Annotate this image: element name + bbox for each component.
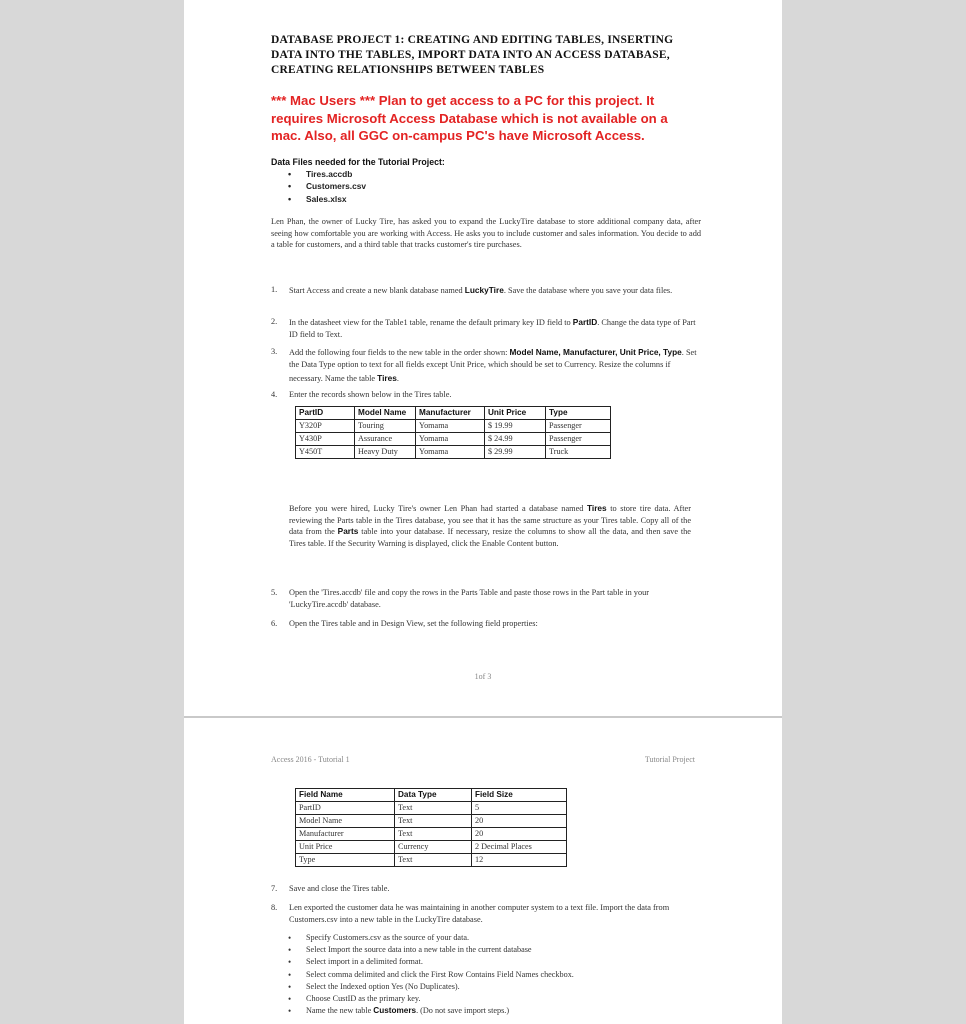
table-cell: Assurance (355, 433, 416, 446)
column-header: Field Name (296, 789, 395, 802)
table-row (296, 815, 567, 828)
table-cell: Model Name (296, 815, 395, 828)
table-cell: Text (395, 815, 472, 828)
table-row (296, 854, 567, 867)
step-text: Enter the records shown below in the Tires table. (289, 390, 452, 399)
data-files-list (288, 168, 366, 205)
step-number: 4. (271, 390, 278, 399)
document-page-2 (184, 718, 782, 1024)
step-2 (271, 316, 701, 342)
table-cell: Type (296, 854, 395, 867)
table-row (296, 828, 567, 841)
column-header: PartID (296, 407, 355, 420)
table-cell: 5 (472, 802, 567, 815)
step-3 (271, 346, 701, 385)
table-cell: $ 29.99 (485, 446, 546, 459)
paragraph-text: table into your database. If necessary, resize the columns to show all the data, and then save the Tires table. If the Security Warning is displayed, click the Enable Content button. (289, 527, 691, 549)
list-item (288, 944, 708, 956)
list-item (288, 932, 708, 944)
table-cell: Heavy Duty (355, 446, 416, 459)
step-5 (271, 587, 701, 612)
step-7 (271, 883, 701, 895)
import-steps-list (288, 932, 708, 1017)
table-name: Tires (377, 372, 397, 383)
paragraph-text: to store tire data. After reviewing the Parts table in the Tires database, you see that it has the same structure as your Tires table. Copy all of the data from the (289, 504, 691, 537)
step-number: 8. (271, 903, 278, 912)
table-cell: 20 (472, 815, 567, 828)
field-name: PartID (572, 317, 598, 327)
table-cell: Passenger (546, 420, 611, 433)
database-name: Tires (586, 503, 607, 513)
list-item-text: Select the Indexed option Yes (No Duplicates). (306, 981, 460, 991)
step-number: 2. (271, 317, 278, 326)
running-header-right: Tutorial Project (644, 755, 695, 764)
column-header: Model Name (355, 407, 416, 420)
step-8 (271, 902, 701, 927)
table-row (296, 446, 611, 459)
table-cell: Touring (355, 420, 416, 433)
document-page-1 (184, 0, 782, 716)
table-cell: Unit Price (296, 841, 395, 854)
table-cell: Y320P (296, 420, 355, 433)
table-cell: PartID (296, 802, 395, 815)
before-hired-paragraph (289, 503, 691, 550)
step-number: 1. (271, 285, 278, 294)
step-text: Add the following four fields to the new table in the order shown: (289, 348, 510, 357)
list-item-text: Choose CustID as the primary key. (306, 994, 421, 1004)
step-number: 3. (271, 347, 278, 356)
running-header-left: Access 2016 - Tutorial 1 (271, 755, 350, 764)
table-cell: Text (395, 854, 472, 867)
step-text: Open the Tires table and in Design View, set the following field properties: (289, 619, 538, 628)
step-text: Save and close the Tires table. (289, 884, 390, 893)
step-text: Open the 'Tires.accdb' file and copy the rows in the Parts Table and paste those rows in the Part table in your 'LuckyTire.accdb' database. (289, 588, 650, 610)
list-item (288, 981, 708, 993)
table-header-row (296, 789, 567, 802)
table-row (296, 802, 567, 815)
table-cell: Yomama (416, 433, 485, 446)
table-cell: Passenger (546, 433, 611, 446)
list-item-text: Name the new table (306, 1006, 374, 1016)
column-header: Field Size (472, 789, 567, 802)
list-item: • Customers.csv (288, 180, 366, 192)
list-item-text: . (Do not save import steps.) (416, 1006, 510, 1016)
table-cell: $ 24.99 (485, 433, 546, 446)
table-cell: Truck (546, 446, 611, 459)
data-files-heading: Data Files needed for the Tutorial Project: (271, 157, 445, 167)
list-item (288, 993, 708, 1005)
list-item-text: Select import in a delimited format. (306, 957, 423, 967)
step-text: Start Access and create a new blank database named (289, 286, 465, 295)
step-number: 5. (271, 588, 278, 597)
table-cell: 20 (472, 828, 567, 841)
list-item-text: Select Import the source data into a new table in the current database (306, 945, 532, 955)
step-number: 6. (271, 619, 278, 628)
table-cell: 2 Decimal Places (472, 841, 567, 854)
table-cell: Y430P (296, 433, 355, 446)
table-row (296, 433, 611, 446)
list-item: • Sales.xlsx (288, 193, 366, 205)
table-cell: Yomama (416, 420, 485, 433)
database-name: LuckyTire (464, 285, 504, 295)
document-title: DATABASE PROJECT 1: CREATING AND EDITING TABLES, INSERTING DATA INTO THE TABLES, IMPORT DATA INTO AN ACCESS DATABASE, CREATING RELATIONSHIPS BETWEEN TABLES (271, 34, 674, 76)
list-item: • Tires.accdb (288, 168, 366, 180)
list-item (288, 956, 708, 968)
intro-paragraph: Len Phan, the owner of Lucky Tire, has asked you to expand the LuckyTire database to store additional company data, after seeing how comfortable you are working with Access. He asks you to include customer and sales information. You decide to add a table for customers, and a third table that tracks customer's tire purchases. (271, 217, 701, 250)
column-header: Type (546, 407, 611, 420)
list-item (288, 1005, 708, 1017)
table-cell: Text (395, 828, 472, 841)
table-row (296, 841, 567, 854)
step-number: 7. (271, 884, 278, 893)
field-properties-table (295, 788, 567, 867)
step-text: Len exported the customer data he was maintaining in another computer system to a text file. Import the data from Customers.csv into a new table in the LuckyTire database. (289, 903, 670, 925)
column-header: Unit Price (485, 407, 546, 420)
list-item-text: Select comma delimited and click the First Row Contains Field Names checkbox. (306, 969, 574, 979)
table-row (296, 420, 611, 433)
step-text: . Change the data type of Part ID field to Text. (289, 318, 696, 340)
step-1 (271, 284, 701, 297)
tires-records-table (295, 406, 611, 459)
field-names: Model Name, Manufacturer, Unit Price, Type (509, 347, 682, 357)
step-6 (271, 618, 701, 630)
step-text: In the datasheet view for the Table1 table, rename the default primary key ID field to (289, 318, 573, 327)
table-cell: 12 (472, 854, 567, 867)
table-name: Parts (337, 526, 359, 537)
paragraph-text: Before you were hired, Lucky Tire's owner Len Phan had started a database named (289, 504, 587, 513)
table-cell: $ 19.99 (485, 420, 546, 433)
list-item-text: Specify Customers.csv as the source of your data. (306, 933, 470, 942)
table-cell: Yomama (416, 446, 485, 459)
table-cell: Y450T (296, 446, 355, 459)
table-cell: Text (395, 802, 472, 815)
step-text: . (396, 373, 399, 383)
table-cell: Currency (395, 841, 472, 854)
mac-users-warning: *** Mac Users *** Plan to get access to a PC for this project. It requires Microsoft Access Database which is not available on a mac. Also, all GGC on-campus PC's have Microsoft Access. (271, 93, 668, 143)
table-header-row (296, 407, 611, 420)
column-header: Manufacturer (416, 407, 485, 420)
step-4 (271, 389, 701, 401)
table-cell: Manufacturer (296, 828, 395, 841)
list-item (288, 969, 708, 981)
column-header: Data Type (395, 789, 472, 802)
table-name: Customers (373, 1006, 417, 1016)
page-number: 1of 3 (474, 672, 492, 681)
step-text: . Set the Data Type option to text for all fields except Unit Price, which should be set to Currency. Resize the columns if necessary. Name the table (289, 348, 697, 383)
step-text: . Save the database where you save your data files. (503, 286, 673, 295)
